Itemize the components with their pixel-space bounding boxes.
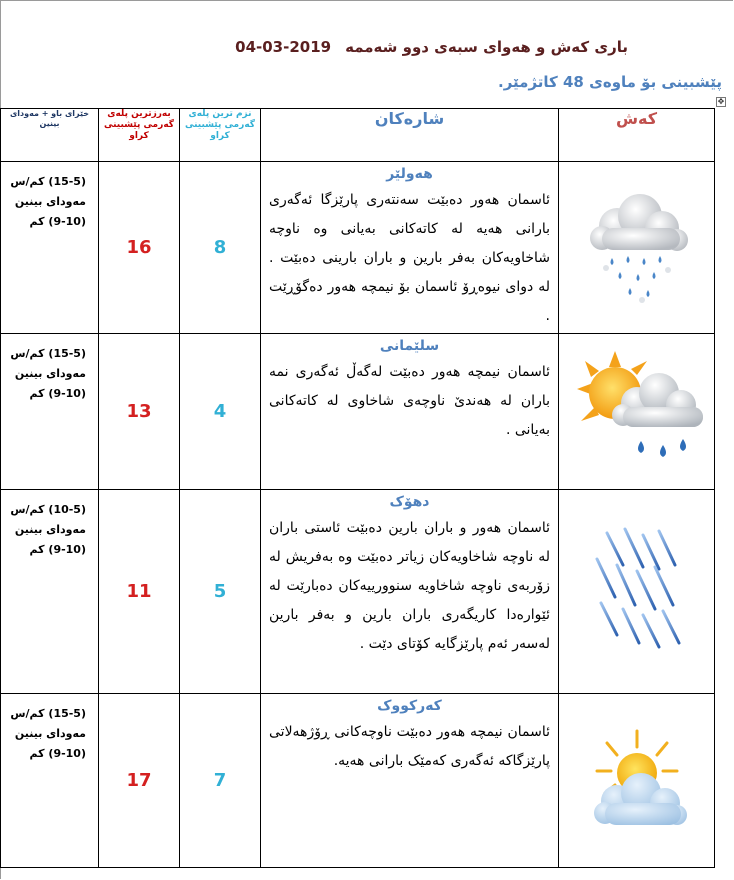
min-temp-cell: 5 bbox=[180, 490, 261, 694]
header-city: شارەکان bbox=[261, 109, 559, 162]
forecast-text: ئاسمان نیمچە هەور دەبێت لەگەڵ ئەگەری نمە باران لە هەندێ ناوچەی شاخاوی لە کاتەکانی بەیانی . bbox=[269, 364, 550, 438]
sun-cloud-rain-icon bbox=[567, 345, 707, 479]
heavy-rain-icon bbox=[587, 525, 687, 659]
page-subtitle: پێشبینی بۆ ماوەی 48 کاتژمێر. bbox=[498, 73, 722, 91]
page-title bbox=[188, 38, 628, 56]
forecast-table bbox=[0, 108, 715, 868]
max-temp-cell: 16 bbox=[99, 162, 180, 334]
max-temp-cell: 17 bbox=[99, 694, 180, 868]
weather-icon-cell bbox=[559, 490, 715, 694]
table-row bbox=[1, 694, 715, 868]
title-text: باری کەش و هەوای سبەی دوو شەممە bbox=[345, 38, 628, 56]
min-temp-cell: 4 bbox=[180, 334, 261, 490]
sun-behind-cloud-icon bbox=[577, 719, 697, 843]
weather-icon-cell bbox=[559, 162, 715, 334]
header-max-temp: بەرزترین پلەی گەرمی پێشبینی کراو bbox=[99, 109, 180, 162]
min-temp-cell: 7 bbox=[180, 694, 261, 868]
city-name: کەرکووک bbox=[377, 698, 442, 714]
city-description-cell bbox=[261, 490, 559, 694]
min-temp-cell: 8 bbox=[180, 162, 261, 334]
wind-cell: (15-5) کم/س مەودای بینین (9-10) کم bbox=[1, 694, 99, 868]
max-temp-cell: 13 bbox=[99, 334, 180, 490]
city-description-cell bbox=[261, 162, 559, 334]
header-weather: کەش bbox=[559, 109, 715, 162]
forecast-text: ئاسمان نیمچە هەور دەبێت ناوچەکانی ڕۆژهەلاتی پارێزگاکە ئەگەری کەمێک بارانی هەیە. bbox=[269, 724, 550, 769]
wind-cell: (15-5) کم/س مەودای بینین (9-10) کم bbox=[1, 334, 99, 490]
city-name: سلێمانی bbox=[379, 338, 440, 354]
weather-icon-cell bbox=[559, 694, 715, 868]
header-min-temp: نزم ترین پلەی گەرمی پێشبینی کراو bbox=[180, 109, 261, 162]
max-temp-cell: 11 bbox=[99, 490, 180, 694]
table-row bbox=[1, 490, 715, 694]
wind-cell: (10-5) کم/س مەودای بینین (9-10) کم bbox=[1, 490, 99, 694]
city-description-cell bbox=[261, 334, 559, 490]
city-name: هەولێر bbox=[386, 166, 433, 182]
forecast-text: ئاسمان هەور و باران بارین دەبێت ئاستی باران لە ناوچە شاخاویەکان زیاتر دەبێت وە بەفریش لە زۆربەی ناوچە شاخاویە سنوورییەکان دەبارێت لە ئێوارەدا کاریگەری باران بارین و بەفر بارین لەسەر ئەم پارێزگایە کۆتای دێت . bbox=[269, 520, 550, 652]
weather-icon-cell bbox=[559, 334, 715, 490]
table-header-row bbox=[1, 109, 715, 162]
title-date: 2019-03-04 bbox=[235, 38, 332, 56]
table-row bbox=[1, 334, 715, 490]
header-wind: خێرای باو + مەودای بینین bbox=[1, 109, 99, 162]
city-description-cell bbox=[261, 694, 559, 868]
wind-cell: (15-5) کم/س مەودای بینین (9-10) کم bbox=[1, 162, 99, 334]
table-row bbox=[1, 162, 715, 334]
forecast-text: ئاسمان هەور دەبێت سەنتەری پارێزگا ئەگەری بارانی هەیە لە کاتەکانی بەیانی وە ناوچە شاخاویەکان بەفر بارین و باران بارینی دەبێت . لە دوای نیوەڕۆ ئاسمان بۆ نیمچە هەور دەگۆڕێت . bbox=[269, 192, 550, 324]
cloud-rain-snow-icon bbox=[582, 186, 692, 310]
city-name: دهۆک bbox=[389, 494, 430, 510]
table-move-handle-icon[interactable]: ✥ bbox=[717, 97, 725, 106]
